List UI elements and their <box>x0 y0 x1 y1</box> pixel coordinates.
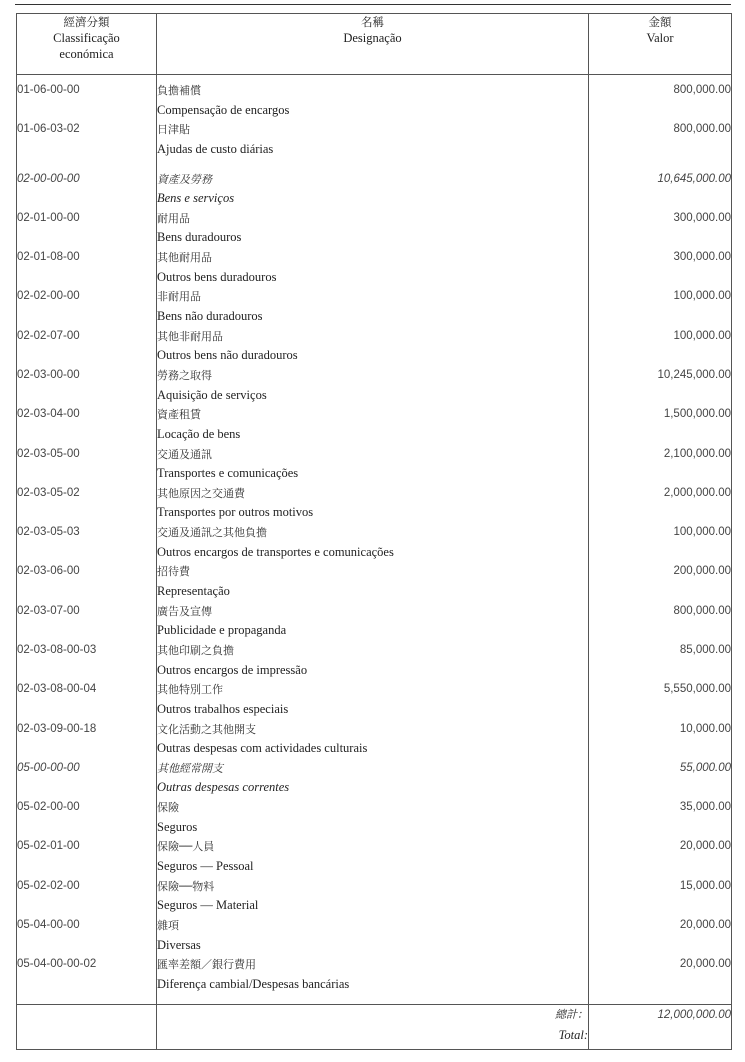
row-designation-pt: Diferença cambial/Despesas bancárias <box>157 976 350 991</box>
row-designation-cell <box>157 602 589 641</box>
table-body <box>17 75 732 995</box>
row-designation-cell <box>157 562 589 601</box>
row-code: 02-03-05-00 <box>17 447 80 460</box>
row-designation-zh: 其他印刷之負擔 <box>157 643 234 657</box>
row-designation-zh: 勞務之取得 <box>157 368 212 382</box>
total-code-cell <box>17 1005 157 1050</box>
row-value: 800,000.00 <box>673 123 731 136</box>
row-designation-zh: 保險──物料 <box>157 879 215 893</box>
table-row <box>17 877 732 916</box>
row-value-cell <box>589 720 732 759</box>
row-designation-zh: 雜項 <box>157 918 179 932</box>
row-code-cell <box>17 759 157 798</box>
row-code-cell <box>17 484 157 523</box>
table-row <box>17 287 732 326</box>
table-row <box>17 602 732 641</box>
row-designation-cell <box>157 720 589 759</box>
row-designation-pt: Bens e serviços <box>157 191 235 206</box>
row-value-cell <box>589 366 732 405</box>
row-designation-cell <box>157 916 589 955</box>
row-value: 15,000.00 <box>679 879 731 892</box>
row-code: 02-00-00-00 <box>17 172 80 185</box>
separator-cell <box>589 994 732 1005</box>
total-label-cell <box>157 1005 589 1050</box>
row-value: 20,000.00 <box>679 958 731 971</box>
row-code: 02-03-08-00-03 <box>17 643 97 656</box>
row-designation-cell <box>157 209 589 248</box>
row-value: 10,645,000.00 <box>657 172 731 185</box>
row-designation-zh: 其他特別工作 <box>157 683 223 697</box>
row-value-cell <box>589 120 732 159</box>
row-designation-zh: 文化活動之其他開支 <box>157 722 256 736</box>
row-code: 01-06-00-00 <box>17 84 80 96</box>
row-designation-cell <box>157 798 589 837</box>
row-code-cell <box>17 680 157 719</box>
header-designation <box>157 14 589 75</box>
row-code-cell <box>17 445 157 484</box>
row-designation-cell <box>157 641 589 680</box>
row-value-cell <box>589 405 732 444</box>
table-row <box>17 445 732 484</box>
row-designation-zh: 匯率差額／銀行費用 <box>157 958 256 972</box>
row-code-cell <box>17 955 157 994</box>
row-value-cell <box>589 75 732 121</box>
row-code: 02-02-07-00 <box>17 329 80 342</box>
row-designation-pt: Aquisição de serviços <box>157 387 267 402</box>
table-row <box>17 160 732 209</box>
row-code-cell <box>17 327 157 366</box>
table-row <box>17 405 732 444</box>
row-code: 02-01-08-00 <box>17 251 80 264</box>
table-row <box>17 916 732 955</box>
row-code: 02-03-08-00-04 <box>17 683 97 696</box>
row-designation-cell <box>157 523 589 562</box>
table-row <box>17 837 732 876</box>
row-value: 85,000.00 <box>679 643 731 656</box>
row-designation-pt: Seguros — Material <box>157 898 259 913</box>
row-code-cell <box>17 798 157 837</box>
row-code-cell <box>17 209 157 248</box>
row-designation-zh: 保險──人員 <box>157 840 215 854</box>
row-designation-zh: 交通及通訊 <box>157 447 212 461</box>
row-value-cell <box>589 523 732 562</box>
row-designation-pt: Ajudas de custo diárias <box>157 141 274 156</box>
row-value: 55,000.00 <box>679 761 731 774</box>
row-designation-cell <box>157 955 589 994</box>
row-code: 02-03-05-03 <box>17 526 80 539</box>
row-designation-zh: 非耐用品 <box>157 290 201 304</box>
row-value: 300,000.00 <box>673 251 731 264</box>
row-designation-zh: 其他非耐用品 <box>157 329 223 343</box>
row-value: 100,000.00 <box>673 526 731 539</box>
row-designation-pt: Transportes e comunicações <box>157 466 299 481</box>
table-row <box>17 641 732 680</box>
table-row <box>17 798 732 837</box>
row-value-cell <box>589 837 732 876</box>
row-value: 35,000.00 <box>679 801 731 814</box>
row-value-cell <box>589 562 732 601</box>
row-value: 10,245,000.00 <box>657 368 731 381</box>
table-header <box>17 14 732 75</box>
row-code-cell <box>17 916 157 955</box>
row-designation-cell <box>157 445 589 484</box>
row-code-cell <box>17 287 157 326</box>
row-designation-pt: Transportes por outros motivos <box>157 505 314 520</box>
row-value-cell <box>589 680 732 719</box>
row-value: 20,000.00 <box>679 918 731 931</box>
row-value: 5,550,000.00 <box>663 683 731 696</box>
row-designation-zh: 其他耐用品 <box>157 251 212 265</box>
row-value-cell <box>589 160 732 209</box>
table-row <box>17 484 732 523</box>
row-designation-pt: Publicidade e propaganda <box>157 623 287 638</box>
header-designation-pt: Designação <box>343 31 402 45</box>
row-code-cell <box>17 641 157 680</box>
row-value-cell <box>589 877 732 916</box>
row-code: 05-02-00-00 <box>17 801 80 814</box>
row-value: 2,100,000.00 <box>663 447 731 460</box>
row-value-cell <box>589 759 732 798</box>
row-designation-cell <box>157 120 589 159</box>
row-code-cell <box>17 720 157 759</box>
table-footer <box>17 1005 732 1050</box>
row-designation-pt: Seguros <box>157 819 198 834</box>
row-designation-zh: 耐用品 <box>157 211 190 225</box>
row-code: 02-03-04-00 <box>17 408 80 421</box>
row-designation-zh: 廣告及宣傳 <box>157 604 212 618</box>
table-row <box>17 120 732 159</box>
total-label-zh: 總計： <box>555 1008 588 1022</box>
row-value-cell <box>589 209 732 248</box>
row-code-cell <box>17 523 157 562</box>
row-value: 800,000.00 <box>673 84 731 96</box>
row-designation-cell <box>157 484 589 523</box>
row-code: 02-03-07-00 <box>17 604 80 617</box>
row-code: 02-03-00-00 <box>17 368 80 381</box>
row-code: 02-01-00-00 <box>17 211 80 224</box>
table-row <box>17 955 732 994</box>
row-value: 100,000.00 <box>673 329 731 342</box>
row-designation-cell <box>157 405 589 444</box>
row-designation-zh: 交通及通訊之其他負擔 <box>157 526 267 540</box>
row-designation-pt: Bens duradouros <box>157 230 242 245</box>
header-code-pt: Classificação económica <box>53 31 120 61</box>
row-value-cell <box>589 287 732 326</box>
row-value-cell <box>589 641 732 680</box>
row-code: 01-06-03-02 <box>17 123 80 136</box>
row-code: 02-03-06-00 <box>17 565 80 578</box>
header-value <box>589 14 732 75</box>
row-designation-pt: Diversas <box>157 937 201 952</box>
table-row <box>17 366 732 405</box>
row-designation-pt: Outras despesas correntes <box>157 780 290 795</box>
row-designation-pt: Outros trabalhos especiais <box>157 701 289 716</box>
header-code-zh: 經濟分類 <box>63 15 110 29</box>
row-designation-pt: Outros bens duradouros <box>157 269 277 284</box>
budget-table <box>16 13 732 1050</box>
row-designation-pt: Seguros — Pessoal <box>157 858 254 873</box>
table-row <box>17 680 732 719</box>
row-designation-pt: Outros encargos de impressão <box>157 662 308 677</box>
row-code-cell <box>17 405 157 444</box>
header-code <box>17 14 157 75</box>
row-designation-pt: Outros encargos de transportes e comunicações <box>157 544 394 559</box>
table-row <box>17 759 732 798</box>
row-designation-zh: 資產及勞務 <box>157 172 212 186</box>
row-designation-zh: 資產租賃 <box>157 408 201 422</box>
table-row <box>17 562 732 601</box>
row-value-cell <box>589 602 732 641</box>
table-row <box>17 720 732 759</box>
row-value-cell <box>589 327 732 366</box>
row-code: 02-03-09-00-18 <box>17 722 97 735</box>
row-designation-cell <box>157 759 589 798</box>
row-designation-zh: 保險 <box>157 801 179 815</box>
row-code-cell <box>17 366 157 405</box>
row-value: 1,500,000.00 <box>663 408 731 421</box>
row-value: 2,000,000.00 <box>663 486 731 499</box>
row-designation-cell <box>157 680 589 719</box>
total-value: 12,000,000.00 <box>589 1005 732 1050</box>
row-code-cell <box>17 602 157 641</box>
row-designation-pt: Outros bens não duradouros <box>157 348 298 363</box>
row-value: 200,000.00 <box>673 565 731 578</box>
row-designation-cell <box>157 248 589 287</box>
row-designation-cell <box>157 877 589 916</box>
row-designation-zh: 其他原因之交通費 <box>157 486 245 500</box>
row-value: 300,000.00 <box>673 211 731 224</box>
row-designation-cell <box>157 287 589 326</box>
separator-cell <box>17 994 157 1005</box>
table-row <box>17 248 732 287</box>
row-value: 100,000.00 <box>673 290 731 303</box>
row-code: 05-02-02-00 <box>17 879 80 892</box>
row-code: 02-02-00-00 <box>17 290 80 303</box>
total-label-pt: Total: <box>558 1028 588 1043</box>
row-code-cell <box>17 562 157 601</box>
row-designation-cell <box>157 75 589 121</box>
table-row <box>17 209 732 248</box>
row-designation-zh: 其他經常開支 <box>157 761 223 775</box>
row-code-cell <box>17 120 157 159</box>
table-row <box>17 75 732 121</box>
row-code: 05-00-00-00 <box>17 761 80 774</box>
row-value: 800,000.00 <box>673 604 731 617</box>
row-designation-cell <box>157 837 589 876</box>
top-rule <box>15 4 731 5</box>
row-code-cell <box>17 837 157 876</box>
row-designation-cell <box>157 366 589 405</box>
row-value: 10,000.00 <box>679 722 731 735</box>
row-code-cell <box>17 248 157 287</box>
row-value-cell <box>589 955 732 994</box>
row-value-cell <box>589 484 732 523</box>
row-value-cell <box>589 798 732 837</box>
row-code: 05-04-00-00 <box>17 918 80 931</box>
row-designation-zh: 負擔補償 <box>157 84 201 97</box>
row-designation-pt: Locação de bens <box>157 426 241 441</box>
row-designation-pt: Compensação de encargos <box>157 102 290 117</box>
row-value-cell <box>589 248 732 287</box>
header-designation-zh: 名稱 <box>361 15 384 29</box>
row-code: 05-02-01-00 <box>17 840 80 853</box>
row-code-cell <box>17 75 157 121</box>
row-code-cell <box>17 160 157 209</box>
row-value-cell <box>589 445 732 484</box>
row-value-cell <box>589 916 732 955</box>
header-value-zh: 金額 <box>648 15 672 29</box>
separator-cell <box>157 994 589 1005</box>
row-designation-cell <box>157 327 589 366</box>
row-designation-zh: 招待費 <box>157 565 190 579</box>
row-designation-cell <box>157 160 589 209</box>
table-row <box>17 523 732 562</box>
row-designation-pt: Outras despesas com actividades culturais <box>157 741 368 756</box>
table-row <box>17 327 732 366</box>
row-code: 02-03-05-02 <box>17 486 80 499</box>
row-designation-pt: Bens não duradouros <box>157 309 263 324</box>
row-value: 20,000.00 <box>679 840 731 853</box>
row-code: 05-04-00-00-02 <box>17 958 97 971</box>
row-designation-zh: 日津貼 <box>157 123 190 137</box>
row-code-cell <box>17 877 157 916</box>
row-designation-pt: Representação <box>157 584 230 599</box>
header-value-pt: Valor <box>646 31 674 45</box>
